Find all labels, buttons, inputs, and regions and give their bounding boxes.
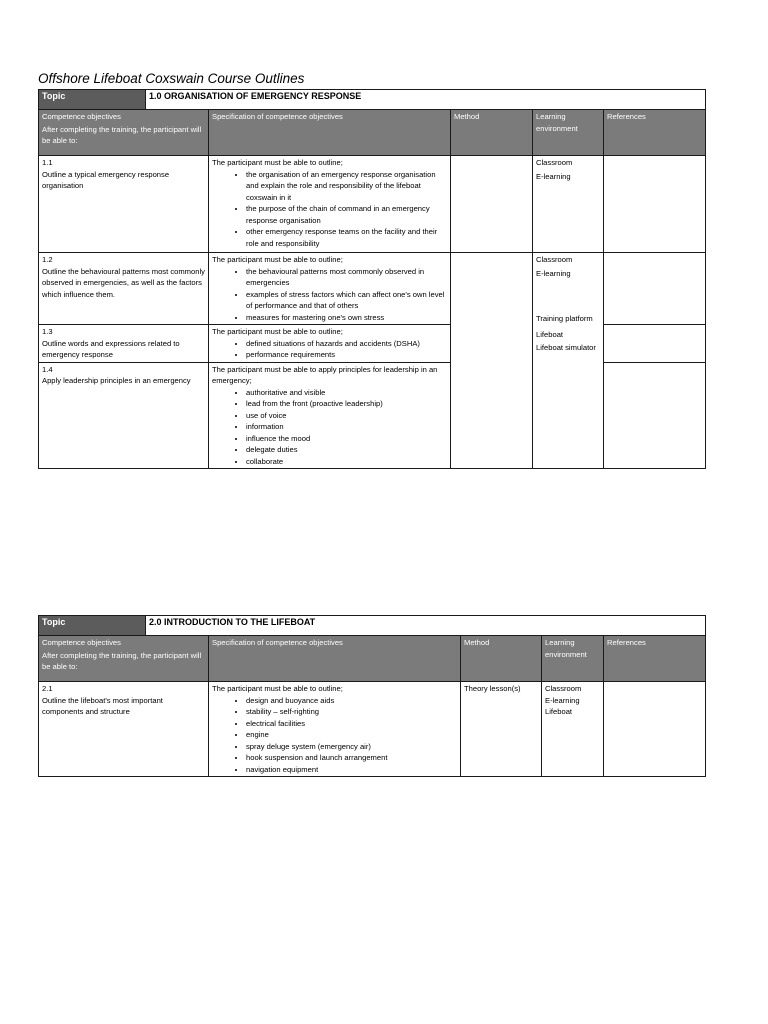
header-method: Method	[451, 110, 533, 156]
learning-env-cell: Classroom E-learning Training platform Lifeboat Lifeboat simulator	[533, 253, 604, 469]
header-competence: Competence objectives After completing the training, the participant will be able to:	[39, 636, 209, 682]
list-item: • spray deluge system (emergency air)	[246, 741, 457, 753]
list-item: • design and buoyance aids	[246, 695, 457, 707]
objective-cell: 2.1 Outline the lifeboat's most important components and structure	[39, 682, 209, 777]
learning-env-cell: Classroom E-learning Lifeboat	[542, 682, 604, 777]
topic-title: 2.0 INTRODUCTION TO THE LIFEBOAT	[146, 616, 706, 636]
method-cell	[451, 156, 533, 253]
specification-cell: The participant must be able to outline; • defined situations of hazards and accidents (DSHA) • performance requirements	[209, 325, 451, 363]
references-cell	[604, 156, 706, 253]
list-item: • performance requirements	[246, 349, 447, 361]
objective-cell: 1.4 Apply leadership principles in an emergency	[39, 362, 209, 469]
topic-row	[39, 616, 706, 636]
table-row	[39, 682, 706, 777]
list-item: • measures for mastering one's own stress	[246, 312, 447, 324]
list-item: • delegate duties	[246, 444, 447, 456]
objective-cell: 1.3 Outline words and expressions related to emergency response	[39, 325, 209, 363]
list-item: • defined situations of hazards and accidents (DSHA)	[246, 338, 447, 350]
list-item: • examples of stress factors which can affect one's own level of performance and that of others	[246, 289, 447, 312]
list-item: • other emergency response teams on the facility and their role and responsibility	[246, 226, 447, 249]
topic-label: Topic	[39, 90, 146, 110]
list-item: • the organisation of an emergency response organisation and explain the role and responsibility of the lifeboat coxswain in it	[246, 169, 447, 204]
references-cell	[604, 362, 706, 469]
list-item: • stability – self-righting	[246, 706, 457, 718]
list-item: • electrical facilities	[246, 718, 457, 730]
list-item: • the behavioural patterns most commonly observed in emergencies	[246, 266, 447, 289]
list-item: • engine	[246, 729, 457, 741]
references-cell	[604, 325, 706, 363]
list-item: • information	[246, 421, 447, 433]
references-cell	[604, 682, 706, 777]
method-cell	[451, 253, 533, 469]
list-item: • use of voice	[246, 410, 447, 422]
table-row	[39, 253, 706, 325]
specification-cell: The participant must be able to outline; • the organisation of an emergency response organisation and explain the role and responsibility of the lifeboat coxswain in it • the purpose of the chain of command in an emergency response organisation • other emergency response teams on the facility and their role and responsibility	[209, 156, 451, 253]
specification-cell: The participant must be able to outline; • the behavioural patterns most commonly observed in emergencies • examples of stress factors which can affect one's own level of performance and that of others • measures for mastering one's own stress	[209, 253, 451, 325]
course-table-1	[38, 89, 706, 469]
table-row	[39, 156, 706, 253]
objective-cell: 1.2 Outline the behavioural patterns most commonly observed in emergencies, as well as the factors which influence them.	[39, 253, 209, 325]
table-row	[39, 362, 706, 469]
header-references: References	[604, 636, 706, 682]
list-item: • authoritative and visible	[246, 387, 447, 399]
header-learning-environment: Learning environment	[542, 636, 604, 682]
list-item: • hook suspension and launch arrangement	[246, 752, 457, 764]
table-row	[39, 325, 706, 363]
course-table-2	[38, 615, 706, 777]
list-item: • lead from the front (proactive leadership)	[246, 398, 447, 410]
method-cell: Theory lesson(s)	[461, 682, 542, 777]
header-references: References	[604, 110, 706, 156]
list-item: • influence the mood	[246, 433, 447, 445]
topic-row	[39, 90, 706, 110]
header-method: Method	[461, 636, 542, 682]
objective-cell: 1.1 Outline a typical emergency response organisation	[39, 156, 209, 253]
header-learning-environment: Learning environment	[533, 110, 604, 156]
list-item: • navigation equipment	[246, 764, 457, 776]
list-item: • the purpose of the chain of command in an emergency response organisation	[246, 203, 447, 226]
list-item: • collaborate	[246, 456, 447, 468]
topic-title: 1.0 ORGANISATION OF EMERGENCY RESPONSE	[146, 90, 706, 110]
references-cell	[604, 253, 706, 325]
specification-cell: The participant must be able to apply principles for leadership in an emergency; • authoritative and visible • lead from the front (proactive leadership) • use of voice • information • influence the mood • delegate duties • collaborate	[209, 362, 451, 469]
specification-cell: The participant must be able to outline; • design and buoyance aids • stability – self-righting • electrical facilities • engine • spray deluge system (emergency air) • hook suspension and launch arrangement • navigation equipment	[209, 682, 461, 777]
column-header-row	[39, 636, 706, 682]
learning-env-cell: Classroom E-learning	[533, 156, 604, 253]
document-title: Offshore Lifeboat Coxswain Course Outlines	[38, 71, 305, 86]
topic-label: Topic	[39, 616, 146, 636]
header-specification: Specification of competence objectives	[209, 110, 451, 156]
header-competence: Competence objectives After completing the training, the participant will be able to:	[39, 110, 209, 156]
header-specification: Specification of competence objectives	[209, 636, 461, 682]
column-header-row	[39, 110, 706, 156]
